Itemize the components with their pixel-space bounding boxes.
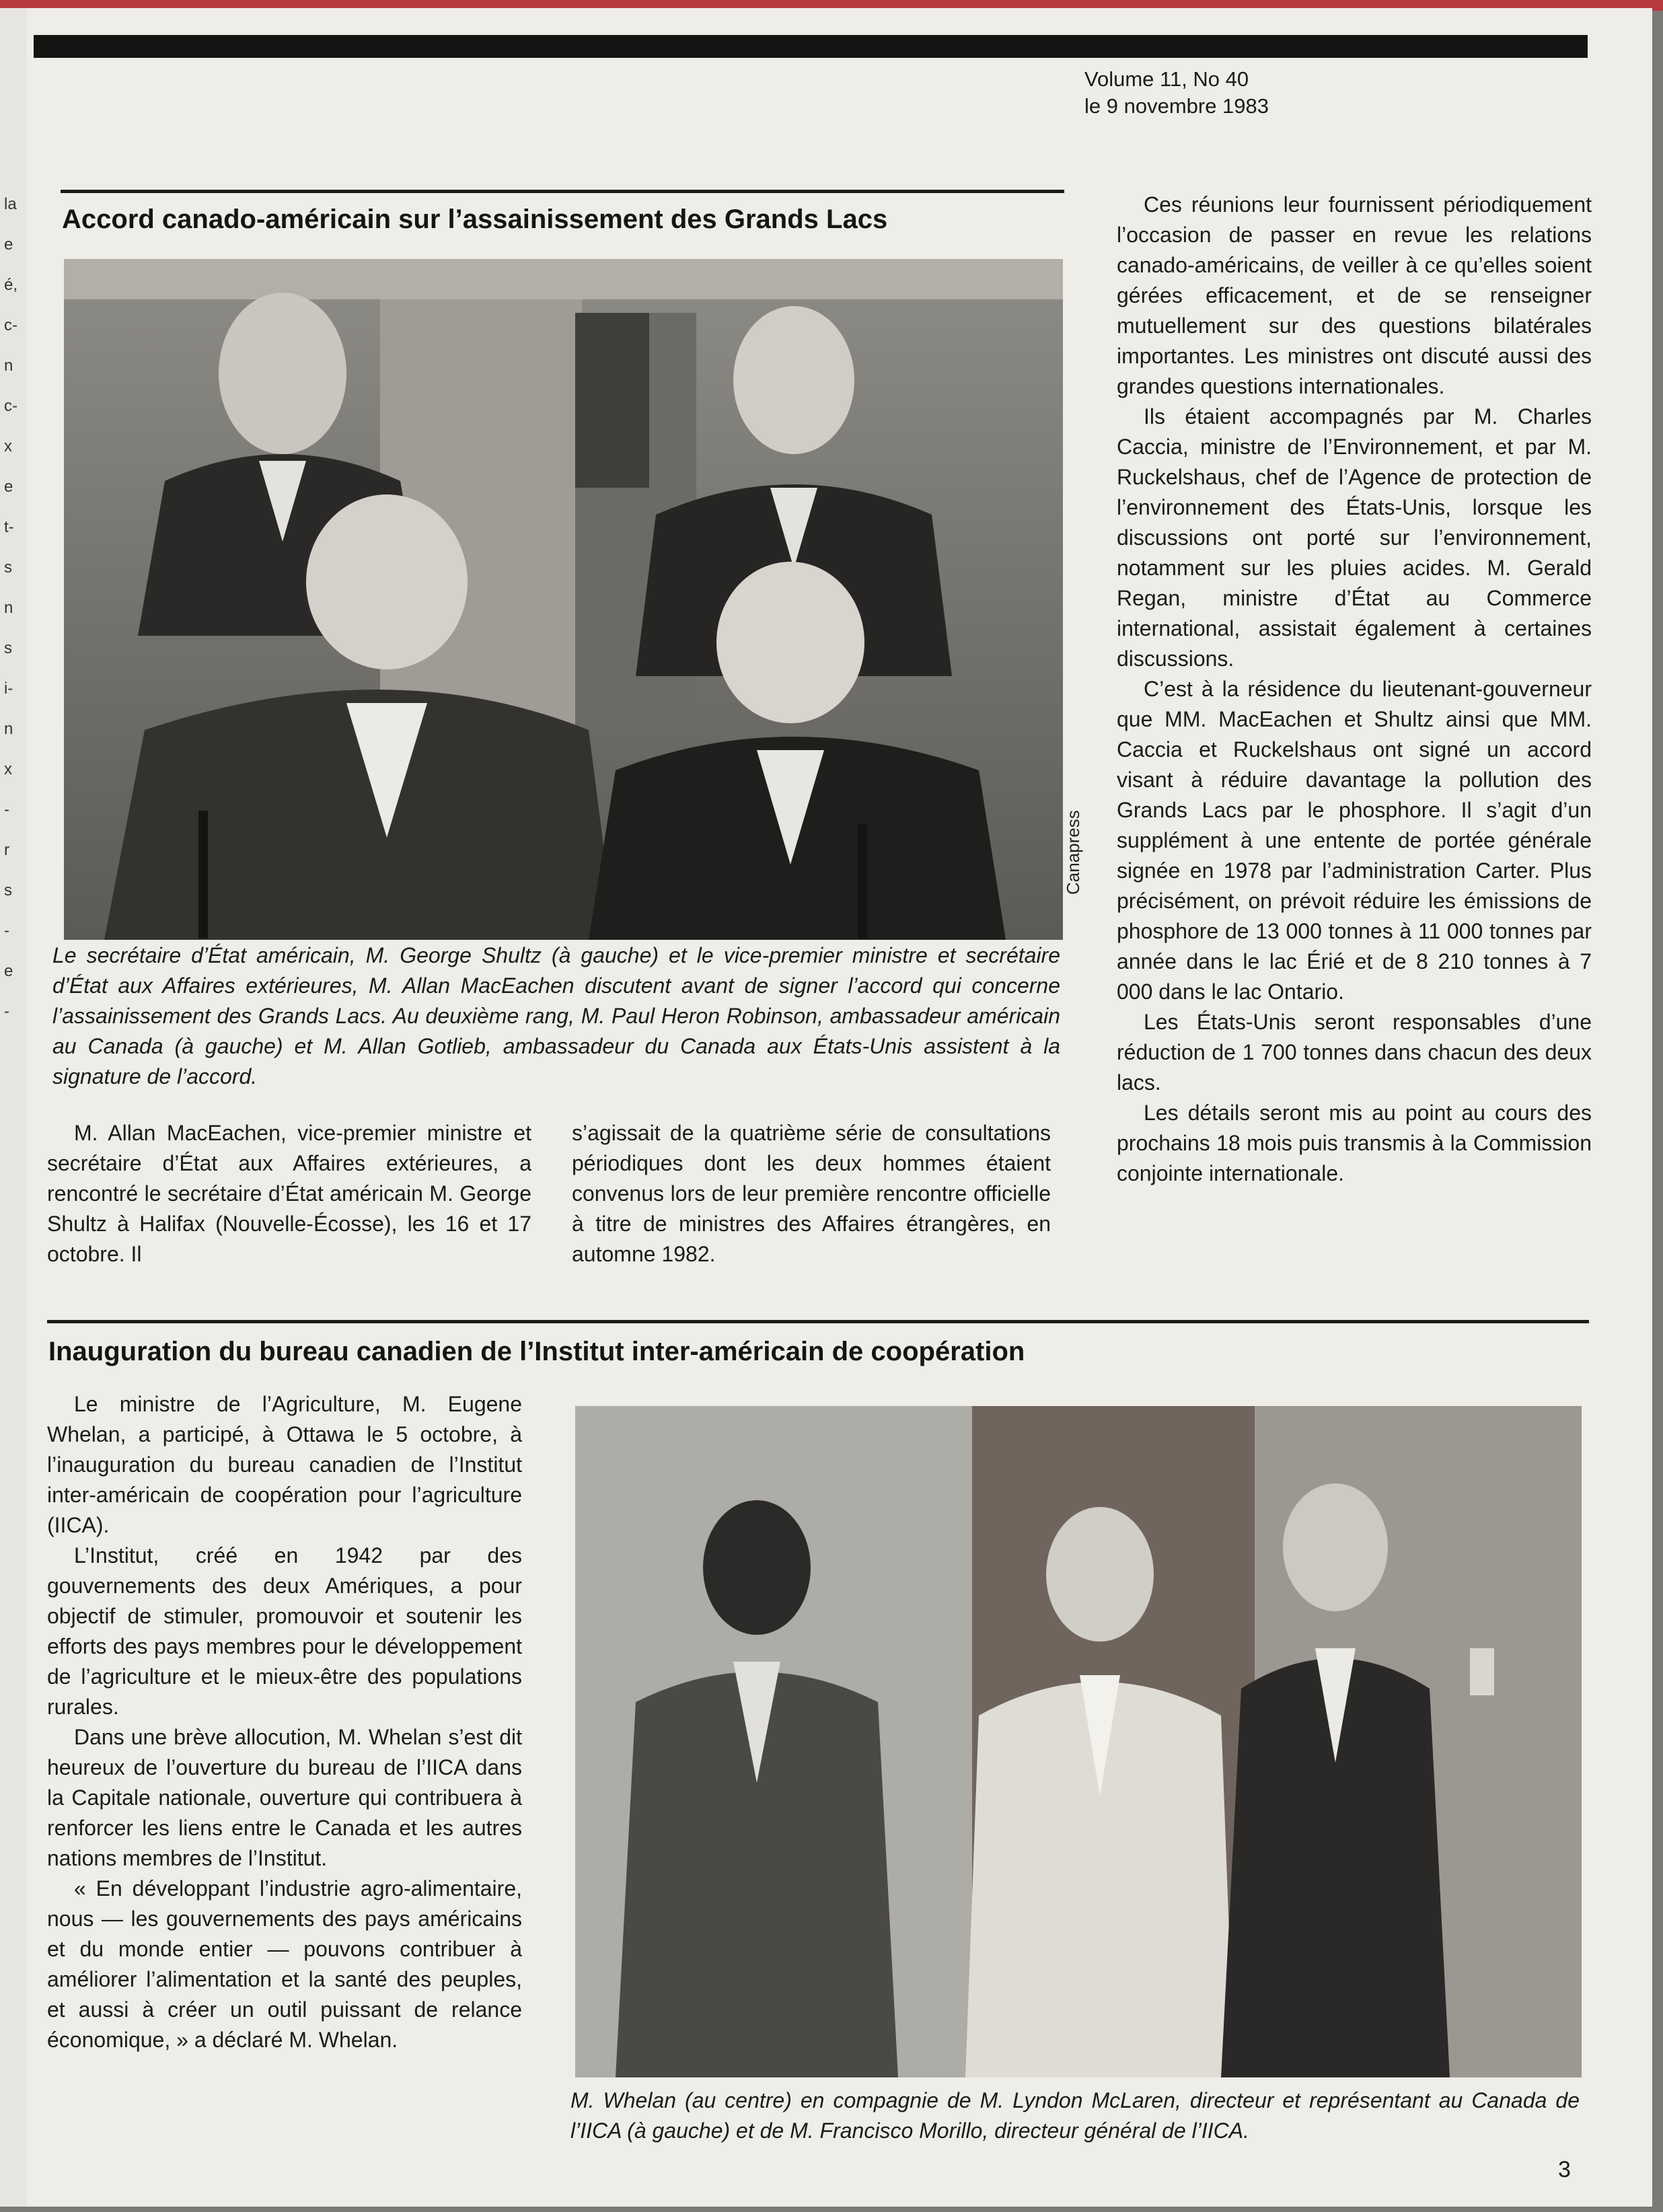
article2-paragraph-2: L’Institut, créé en 1942 par des gouvernements des deux Amériques, a pour objectif de stimuler, promouvoir et soutenir les efforts des pays membres pour le développement de l’agriculture et le mieux-être des populations rurales.: [47, 1543, 522, 1719]
margin-fragment: n: [4, 599, 13, 617]
article2-paragraph-4: « En développant l’industrie agro-alimentaire, nous — les gouvernements des pays américains et du monde entier — pouvons contribuer à améliorer l’alimentation et la santé des peuples, et aussi à créer un outil puissant de relance économique, » a déclaré M. Whelan.: [47, 1876, 522, 2052]
article1-col3-paragraph-5: Les détails seront mis au point au cours des prochains 18 mois puis transmis à la Commission conjointe internationale.: [1117, 1101, 1592, 1185]
photo-credit: Canapress: [1063, 810, 1083, 895]
article2-headline: Inauguration du bureau canadien de l’Institut inter-américain de coopération: [48, 1337, 1025, 1366]
volume-number: Volume 11, No 40: [1084, 67, 1249, 91]
margin-fragment: é,: [4, 276, 18, 294]
article1-col3-paragraph-4: Les États-Unis seront responsables d’une réduction de 1 700 tonnes dans chacun des deux lacs.: [1117, 1010, 1592, 1095]
margin-fragment: e: [4, 235, 13, 254]
margin-fragment: -: [4, 801, 9, 819]
previous-page-margin: [0, 8, 29, 2207]
article1-col3-paragraph-1: Ces réunions leur fournissent périodiquement l’occasion de passer en revue les relations canado-américains, de veiller à ce qu’elles soient gérées efficacement, et de se renseigner mutuellement sur des questions bilatérales importantes. Les ministres ont discuté aussi des grandes questions internationales.: [1117, 192, 1592, 398]
margin-fragment: r: [4, 841, 9, 859]
article1-column-3: [1117, 190, 1592, 1189]
margin-fragment: t-: [4, 518, 14, 536]
article1-col3-paragraph-2: Ils étaient accompagnés par M. Charles Caccia, ministre de l’Environnement, et par M. Ruckelshaus, chef de l’Agence de protection de l’environnement des États-Unis, lorsque les discussions ont porté sur l’environnement, notamment sur les pluies acides. M. Gerald Regan, ministre d’État au Commerce international, assistait également à certaines discussions.: [1117, 404, 1592, 671]
margin-fragment: c-: [4, 316, 17, 334]
article1-photo: [64, 259, 1063, 940]
signing-photo-illustration: [64, 259, 1063, 940]
article1-col1-paragraph: M. Allan MacEachen, vice-premier ministre et secrétaire d’État aux Affaires extérieures, a rencontré le secrétaire d’État américain M. George Shultz à Halifax (Nouvelle-Écosse), les 16 et 17 octobre. Il: [47, 1121, 531, 1266]
article2-caption: M. Whelan (au centre) en compagnie de M. Lyndon McLaren, directeur et représentant au Canada de l’IICA (à gauche) et de M. Francisco Morillo, directeur général de l’IICA.: [570, 2088, 1580, 2143]
margin-fragment: x: [4, 437, 12, 455]
article1-col2-paragraph: s’agissait de la quatrième série de consultations périodiques dont les deux hommes étaient convenus lors de leur première rencontre officielle à titre de ministres des Affaires étrangères, en automne 1982.: [572, 1121, 1051, 1266]
margin-fragment: n: [4, 720, 13, 738]
article1-column-2: [572, 1118, 1051, 1269]
masthead-bar: [34, 35, 1588, 58]
article2-paragraph-3: Dans une brève allocution, M. Whelan s’est dit heureux de l’ouverture du bureau de l’IICA dans la Capitale nationale, ouverture qui contribuera à renforcer les liens entre le Canada et les autres nations membres de l’Institut.: [47, 1725, 522, 1870]
iica-photo-illustration: [575, 1406, 1582, 2077]
margin-fragment: i-: [4, 679, 13, 698]
article2-rule: [47, 1320, 1589, 1323]
margin-fragment: s: [4, 639, 12, 657]
article1-rule: [61, 190, 1064, 193]
margin-fragment: n: [4, 357, 13, 375]
margin-fragment: s: [4, 881, 12, 899]
article1-caption: Le secrétaire d’État américain, M. George Shultz (à gauche) et le vice-premier ministre et secrétaire d’État aux Affaires extérieures, M. Allan MacEachen discutent avant de signer l’accord qui concerne l’assainissement des Grands Lacs. Au deuxième rang, M. Paul Heron Robinson, ambassadeur américain au Canada (à gauche) et M. Allan Gotlieb, ambassadeur du Canada aux États-Unis assistent à la signature de l’accord.: [52, 943, 1060, 1089]
article2-photo: [575, 1406, 1582, 2077]
masthead-issue-info: [1084, 66, 1269, 120]
article2-column-1: [47, 1389, 522, 2055]
article1-column-1: [47, 1118, 531, 1269]
margin-fragment: -: [4, 1002, 9, 1021]
margin-fragment: s: [4, 558, 12, 577]
margin-fragment: x: [4, 760, 12, 778]
margin-fragment: e: [4, 962, 13, 980]
issue-date: le 9 novembre 1983: [1084, 94, 1269, 118]
margin-fragment: -: [4, 922, 9, 940]
article2-paragraph-1: Le ministre de l’Agriculture, M. Eugene Whelan, a participé, à Ottawa le 5 octobre, à l’inauguration du bureau canadien de l’Institut inter-américain de coopération pour l’agriculture (IICA).: [47, 1392, 522, 1537]
margin-fragment: c-: [4, 397, 17, 415]
article1-headline: Accord canado-américain sur l’assainissement des Grands Lacs: [62, 205, 888, 234]
page-number: 3: [1558, 2157, 1571, 2182]
margin-fragment: e: [4, 478, 13, 496]
article1-col3-paragraph-3: C’est à la résidence du lieutenant-gouverneur que MM. MacEachen et Shultz ainsi que MM. Caccia et Ruckelshaus ont signé un accord visant à réduire davantage la pollution des Grands Lacs par le phosphore. Il s’agit d’un supplément à une entente de portée générale signée en 1978 par l’administration Carter. Plus précisément, on prévoit réduire les émissions de phosphore de 13 000 tonnes à 11 000 tonnes par année dans le lac Érié et de 8 210 tonnes à 7 000 dans le lac Ontario.: [1117, 677, 1592, 1004]
margin-fragment: la: [4, 195, 17, 213]
